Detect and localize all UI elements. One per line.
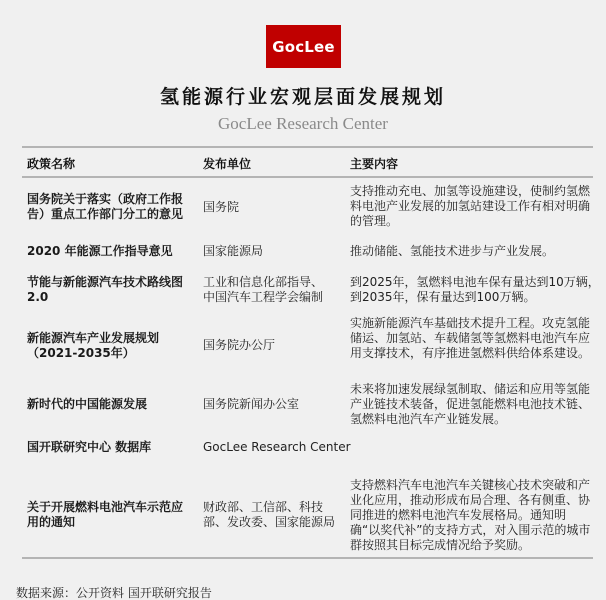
data-source-note: 数据来源：公开资料 国开联研究报告 <box>16 586 212 600</box>
row2-policy-name: 2020 年能源工作指导意见 <box>27 244 173 258</box>
row7-issuer: 财政部、工信部、科技部、发改委、国家能源局 <box>203 500 336 529</box>
row1-content: 支持推动充电、加氢等设施建设，使制约氢燃料电池产业发展的加氢站建设工作有相对明确的管理。 <box>350 184 591 228</box>
row1-policy-name: 国务院关于落实（政府工作报告）重点工作部门分工的意见 <box>27 192 184 221</box>
header-content: 主要内容 <box>350 157 399 171</box>
row3-content: 到2025年，氢燃料电池车保有量达到10万辆，到2035年，保有量达到100万辆。 <box>350 275 600 304</box>
row6-issuer: GocLee Research Center <box>203 440 351 454</box>
row7-policy-name: 关于开展燃料电池汽车示范应用的通知 <box>27 500 184 529</box>
logo-text: GocLee <box>272 37 335 56</box>
page-subtitle: GocLee Research Center <box>218 114 388 133</box>
row2-issuer: 国家能源局 <box>203 244 264 258</box>
header-issuer: 发布单位 <box>203 157 252 171</box>
row5-content: 未来将加速发展绿氢制取、储运和应用等氢能产业链技术装备，促进氢能燃料电池技术链、氢燃料电池汽车产业链发展。 <box>350 382 591 426</box>
table-bottom-divider <box>22 557 593 559</box>
row6-policy-name: 国开联研究中心 数据库 <box>27 440 152 454</box>
table-top-divider <box>22 146 593 148</box>
goclee-logo <box>266 25 341 68</box>
row3-issuer: 工业和信息化部指导、中国汽车工程学会编制 <box>203 275 324 304</box>
row5-issuer: 国务院新闻办公室 <box>203 397 300 411</box>
row4-issuer: 国务院办公厅 <box>203 338 276 352</box>
row1-issuer: 国务院 <box>203 200 240 214</box>
row4-content: 实施新能源汽车基础技术提升工程。攻克氢能储运、加氢站、车载储氢等氢燃料电池汽车应用支撑技术，有序推进氢燃料供给体系建设。 <box>350 316 591 360</box>
page-title: 氢能源行业宏观层面发展规划 <box>159 86 446 108</box>
row2-content: 推动储能、氢能技术进步与产业发展。 <box>350 244 555 258</box>
row7-content: 支持燃料汽车电池汽车关键核心技术突破和产业化应用，推动形成布局合理、各有侧重、协同推进的燃料电池汽车发展格局。通知明确“以奖代补”的支持方式，对入围示范的城市群按照其目标完成情况给予奖励。 <box>350 478 591 552</box>
row3-policy-name: 节能与新能源汽车技术路线图2.0 <box>27 275 184 304</box>
row5-policy-name: 新时代的中国能源发展 <box>27 397 148 411</box>
header-divider <box>22 176 593 178</box>
header-policy-name: 政策名称 <box>27 157 76 171</box>
row4-policy-name: 新能源汽车产业发展规划（2021-2035年） <box>27 331 160 360</box>
